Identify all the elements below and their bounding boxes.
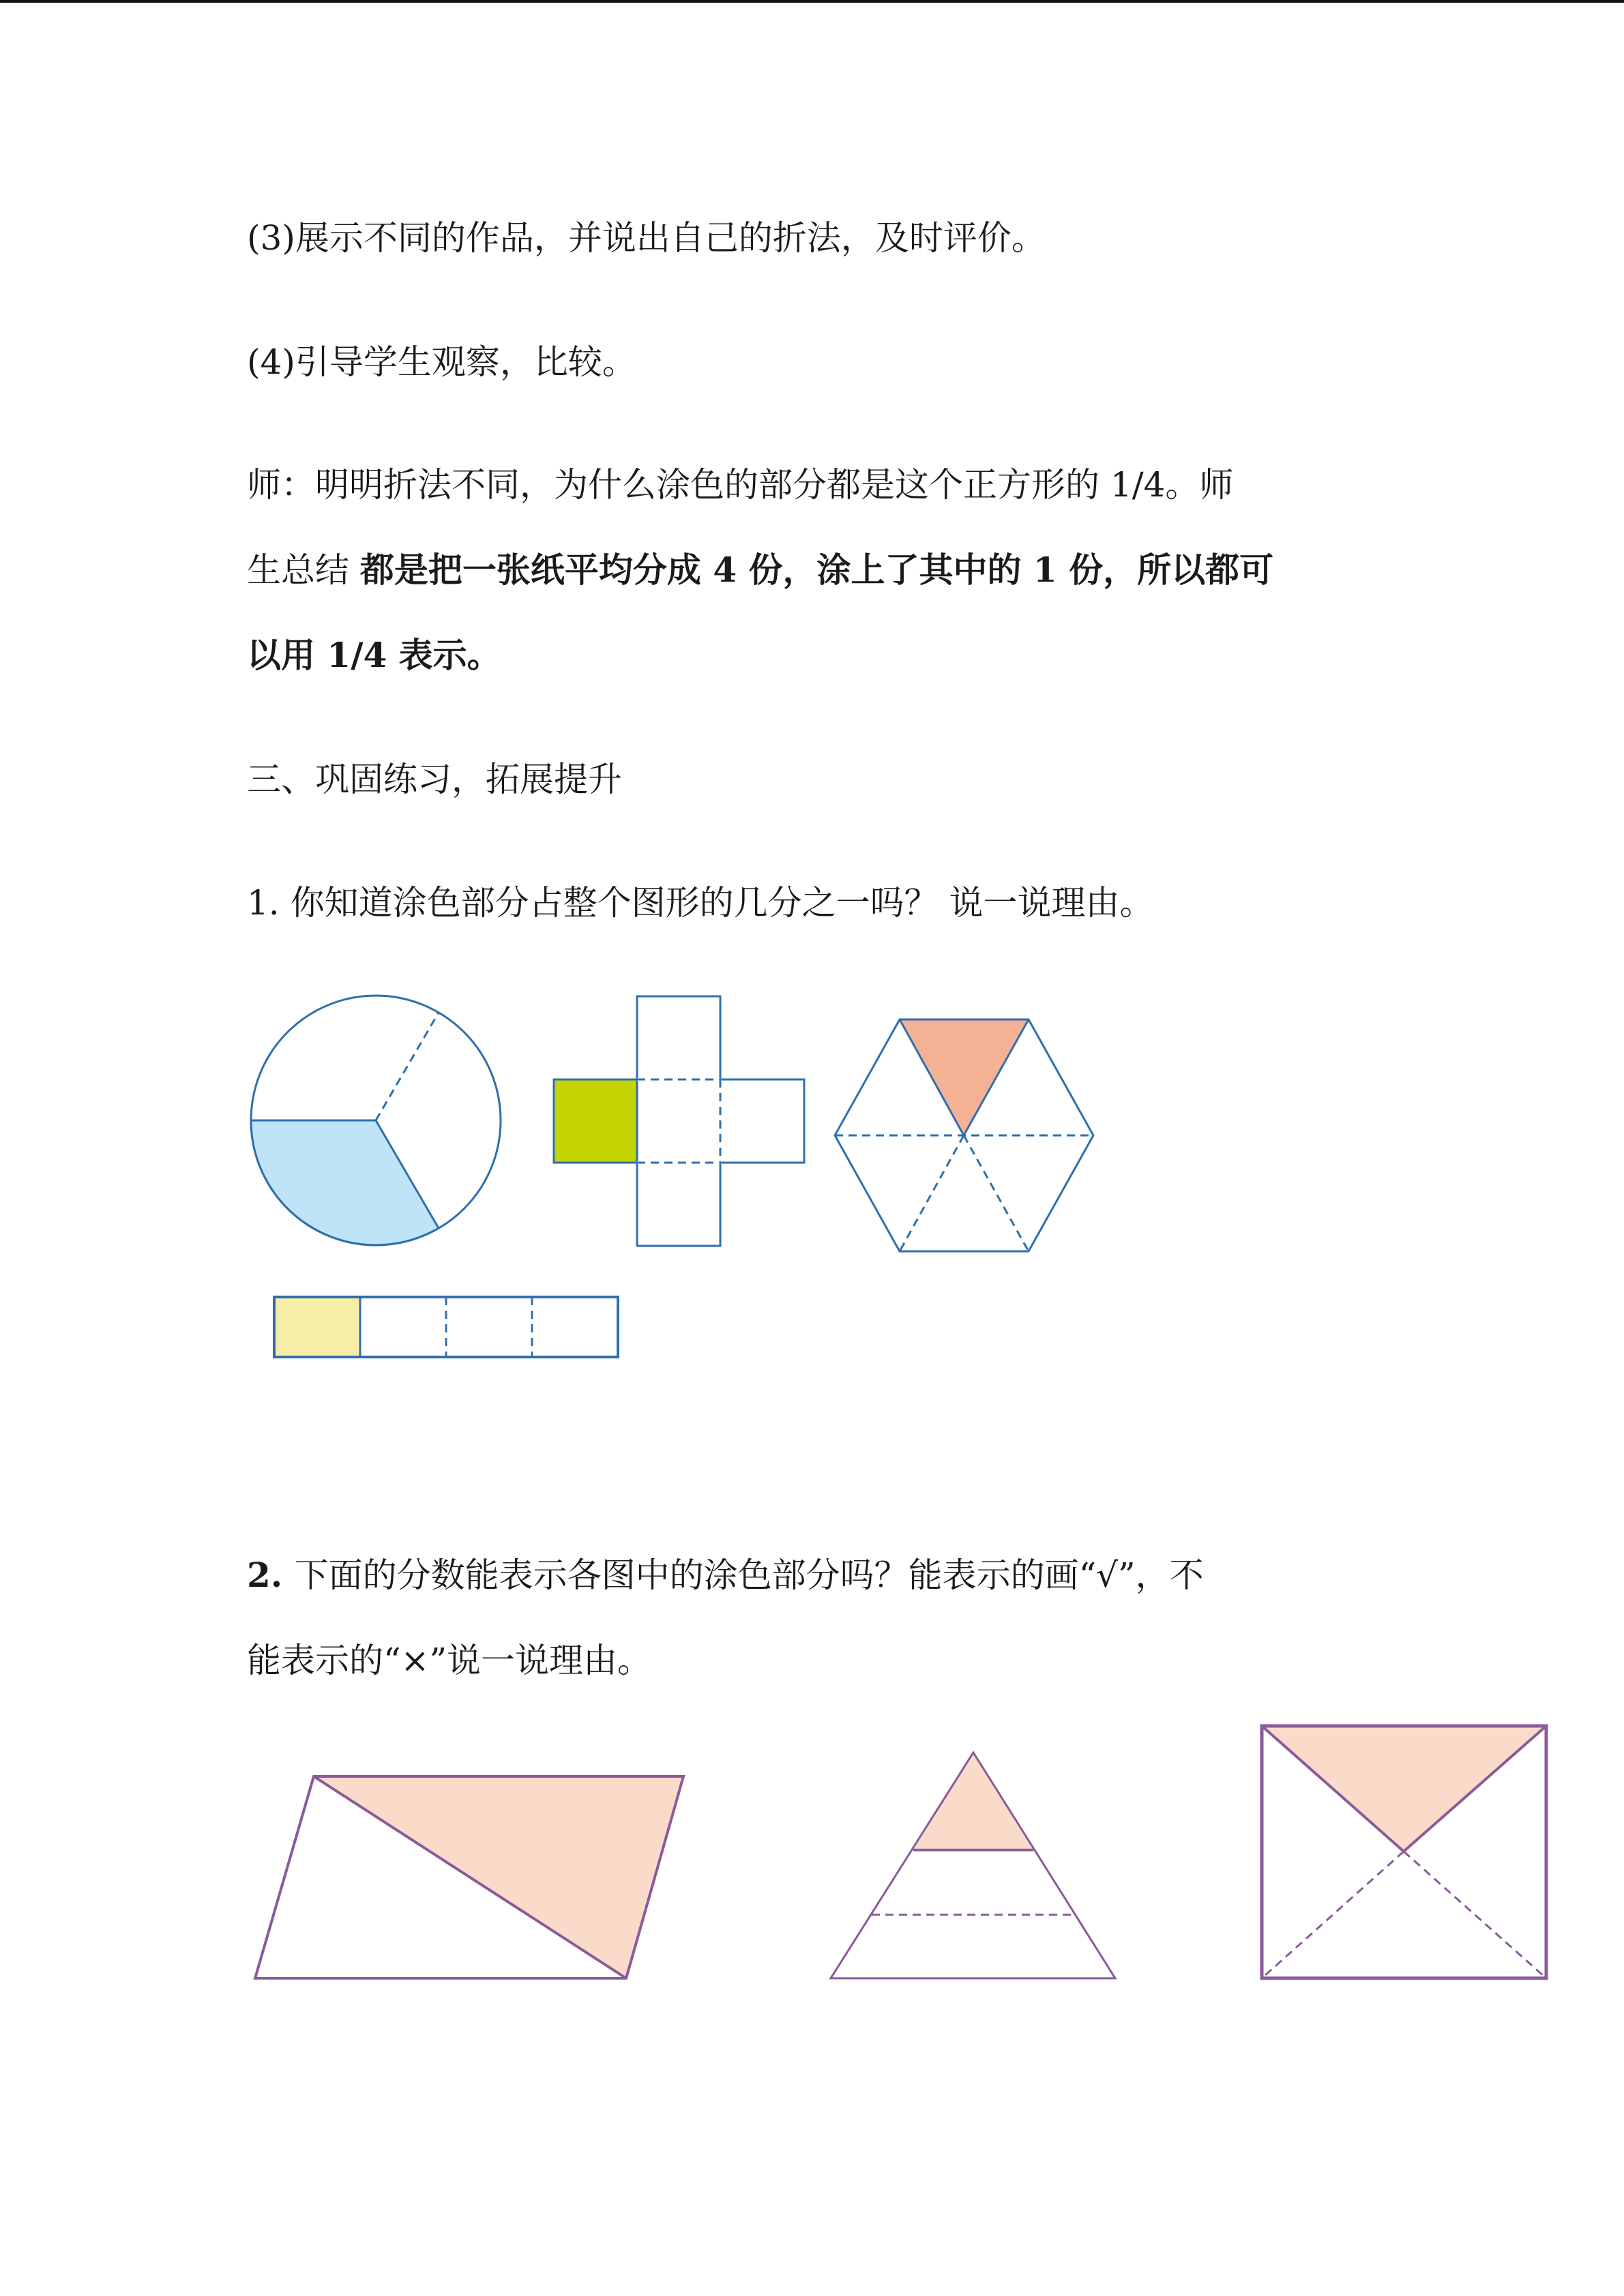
cross-shaded-square — [554, 1079, 637, 1163]
triangle-shaded-top — [913, 1753, 1033, 1850]
parallelogram-shaded-triangle — [314, 1776, 683, 1978]
hexagon-figure — [835, 1019, 1093, 1251]
step-4-text: (4)引导学生观察，比较。 — [247, 342, 636, 382]
triangle-figure — [831, 1753, 1115, 1978]
step-3-text: (3)展示不同的作品，并说出自己的折法，及时评价。 — [247, 218, 1046, 258]
section-3-heading: 三、巩固练习，拓展提升 — [247, 760, 622, 799]
question-1-text: 1. 你知道涂色部分占整个图形的几分之一吗？ 说一说理由。 — [247, 883, 1154, 923]
summary-bold-1: 都是把一张纸平均分成 4 份，涂上了其中的 1 份，所以都可 — [359, 550, 1274, 590]
summary-bold-2: 以用 1/4 表示。 — [247, 635, 501, 675]
teacher-question-line-1: 师：明明折法不同，为什么涂色的部分都是这个正方形的 1/4。师 — [247, 465, 1234, 505]
question-2-number: 2. — [247, 1555, 295, 1595]
parallelogram-figure — [255, 1776, 683, 1978]
rectangle-shaded-triangle — [1262, 1726, 1546, 1851]
summary-prefix: 生总结 — [247, 550, 360, 590]
bar-shaded-cell — [274, 1297, 360, 1357]
rectangle-diagonals-figure — [1262, 1726, 1546, 1978]
question-2-line-2: 能表示的“×”说一说理由。 — [247, 1641, 652, 1680]
cross-vertical-strip — [637, 996, 720, 1246]
question-2-text: 下面的分数能表示各图中的涂色部分吗？能表示的画“√”，不 — [294, 1555, 1204, 1595]
cross-net-figure — [554, 996, 804, 1246]
circle-third-figure — [251, 996, 501, 1245]
bar-quarter-figure — [274, 1297, 618, 1357]
